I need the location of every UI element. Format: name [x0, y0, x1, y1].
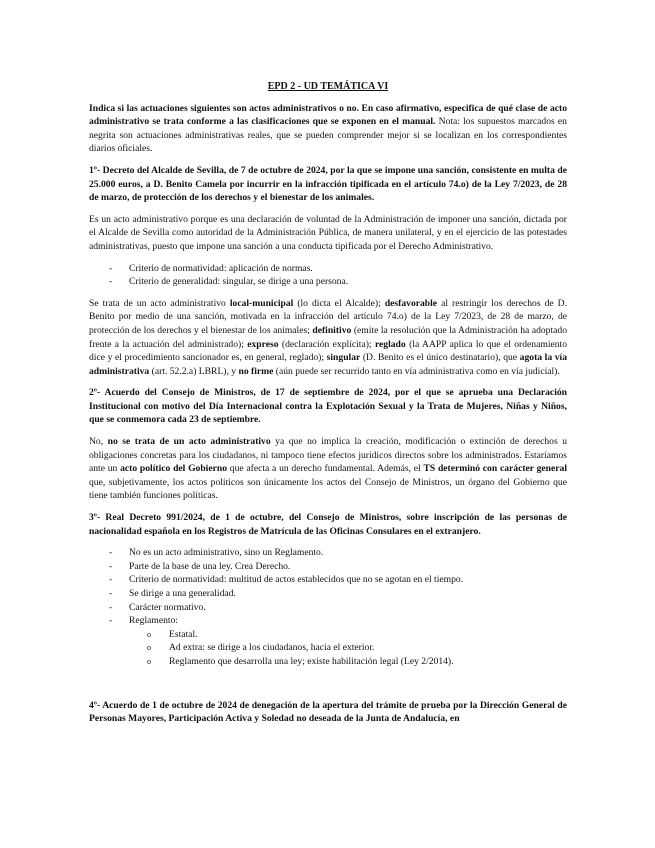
text-run: que, subjetivamente, los actos políticos son únicamente los actos del Consejo de Ministros, un órgano del Gobierno que tiene también funciones políticas.	[89, 476, 567, 502]
intro-note: Nota: los supuestos marcados en negrita son actuaciones administrativas reales, que se pueden comprender mejor si se localizan en los correspondientes diarios oficiales.	[89, 116, 567, 155]
sub-list-item: o Reglamento que desarrolla una ley; existe habilitación legal (Ley 2/2014).	[129, 655, 567, 669]
text-run: (emite la resolución que la Administración ha adoptado frente a la actuación del administrado);	[89, 324, 568, 350]
intro-bold: Indica si las actuaciones siguientes son actos administrativos o no. En caso afirmativo, especifica de qué clase de acto administrativo se trata conforme a las clasificaciones que se exponen en el manual.	[89, 102, 567, 128]
text-run: (lo dicta el Alcalde);	[293, 297, 385, 309]
case2-heading: 2º- Acuerdo del Consejo de Ministros, de 17 de septiembre de 2024, por el que se aprueba una Declaración Institucional con motivo del Día Internacional contra la Explotación Sexual y la Trata de Mujeres, Niñas y Niños, que se conmemora cada 23 de septiembre.	[89, 387, 567, 426]
case3-bullet-list	[89, 546, 567, 668]
bold-run: no firme	[238, 365, 274, 377]
case3-sub-list	[129, 628, 567, 669]
text-run: al restringir los derechos de D. Benito por medio de una sanción, motivada en la infracción del artículo 74.o) de la Ley 7/2023, de 28 de marzo, de protección de los derechos y el bienestar de los animales;	[89, 297, 567, 336]
text-run: (declaración explícita);	[278, 338, 375, 350]
case1-paragraph-2	[89, 297, 567, 379]
text-run: (art. 52.2.a) LBRL), y	[149, 365, 239, 377]
bold-run: desfavorable	[384, 297, 438, 309]
text-run: que afecta a un derecho fundamental. Además, el	[227, 463, 424, 475]
bold-run: definitivo	[312, 324, 352, 336]
text-run: (aún puede ser recurrido tanto en vía administrativa como en vía judicial).	[273, 365, 560, 377]
reglamento-label: Reglamento:	[129, 615, 179, 627]
text-run: ya que no implica la creación, modificación o extinción de derechos u obligaciones concretas para los ciudadanos, ni tampoco tiene efectos jurídicos directos sobre los administrados. Estaríamos ante un	[89, 436, 567, 475]
text-run: (D. Benito es el único destinatario), que	[360, 352, 520, 364]
case3-heading: 3º- Real Decreto 991/2024, de 1 de octubre, del Consejo de Ministros, sobre inscripción de las personas de nacionalidad española en los Registros de Matrícula de las Oficinas Consulares en el extranjero.	[89, 512, 567, 537]
case1-paragraph-1: Es un acto administrativo porque es una declaración de voluntad de la Administración de imponer una sanción, dictada por el Alcalde de Sevilla como autoridad de la Administración Pública, de manera unilateral, y en el ejercicio de las potestades administrativas, puesto que impone una sanción a una conducta tipificada por el Derecho Administrativo.	[89, 213, 567, 252]
text-run: No,	[89, 436, 108, 448]
document-body	[89, 80, 567, 734]
case1-bullet-list	[89, 262, 567, 289]
list-item: - Criterio de normatividad: aplicación de normas.	[89, 262, 567, 276]
list-item: - Carácter normativo.	[89, 601, 567, 615]
text-run: (la AAPP aplica lo que el ordenamiento dice y el procedimiento sancionador es, en general, reglado);	[89, 338, 567, 364]
bold-run: TS determinó con carácter general	[423, 463, 567, 475]
bold-run: no se trata de un acto administrativo	[107, 436, 271, 448]
bold-run: reglado	[374, 338, 406, 350]
list-item: - No es un acto administrativo, sino un Reglamento.	[89, 546, 567, 560]
text-run: Se trata de un acto administrativo	[89, 297, 230, 309]
bold-run: acto político del Gobierno	[120, 463, 227, 475]
case1-heading: 1º- Decreto del Alcalde de Sevilla, de 7 de octubre de 2024, por la que se impone una sanción, consistente en multa de 25.000 euros, a D. Benito Camela por incurrir en la infracción tipificada en el artículo 74.o) de la Ley 7/2023, de 28 de marzo, de protección de los derechos y el bienestar de los animales.	[89, 164, 567, 204]
list-item	[89, 614, 567, 668]
section-spacer	[89, 677, 567, 699]
bold-run: expreso	[247, 338, 279, 350]
list-item: - Parte de la base de una ley. Crea Derecho.	[89, 560, 567, 574]
sub-list-item: o Ad extra: se dirige a los ciudadanos, hacia el exterior.	[129, 641, 567, 655]
bold-run: agota la vía administrativa	[89, 352, 567, 377]
case4-heading: 4º- Acuerdo de 1 de octubre de 2024 de denegación de la apertura del trámite de prueba por la Dirección General de Personas Mayores, Participación Activa y Soledad no deseada de la Junta de Andalucía, en	[89, 699, 567, 725]
sub-list-item: o Estatal.	[129, 628, 567, 642]
case2-paragraph	[89, 435, 567, 503]
bold-run: local-municipal	[229, 297, 294, 309]
document-title: EPD 2 - UD TEMÁTICA VI	[267, 81, 389, 92]
list-item: - Criterio de normatividad: multitud de actos establecidos que no se agotan en el tiempo.	[89, 573, 567, 587]
intro-paragraph	[89, 102, 567, 156]
list-item: - Se dirige a una generalidad.	[89, 587, 567, 601]
list-item: - Criterio de generalidad: singular, se dirige a una persona.	[89, 275, 567, 289]
bold-run: singular	[326, 352, 361, 364]
